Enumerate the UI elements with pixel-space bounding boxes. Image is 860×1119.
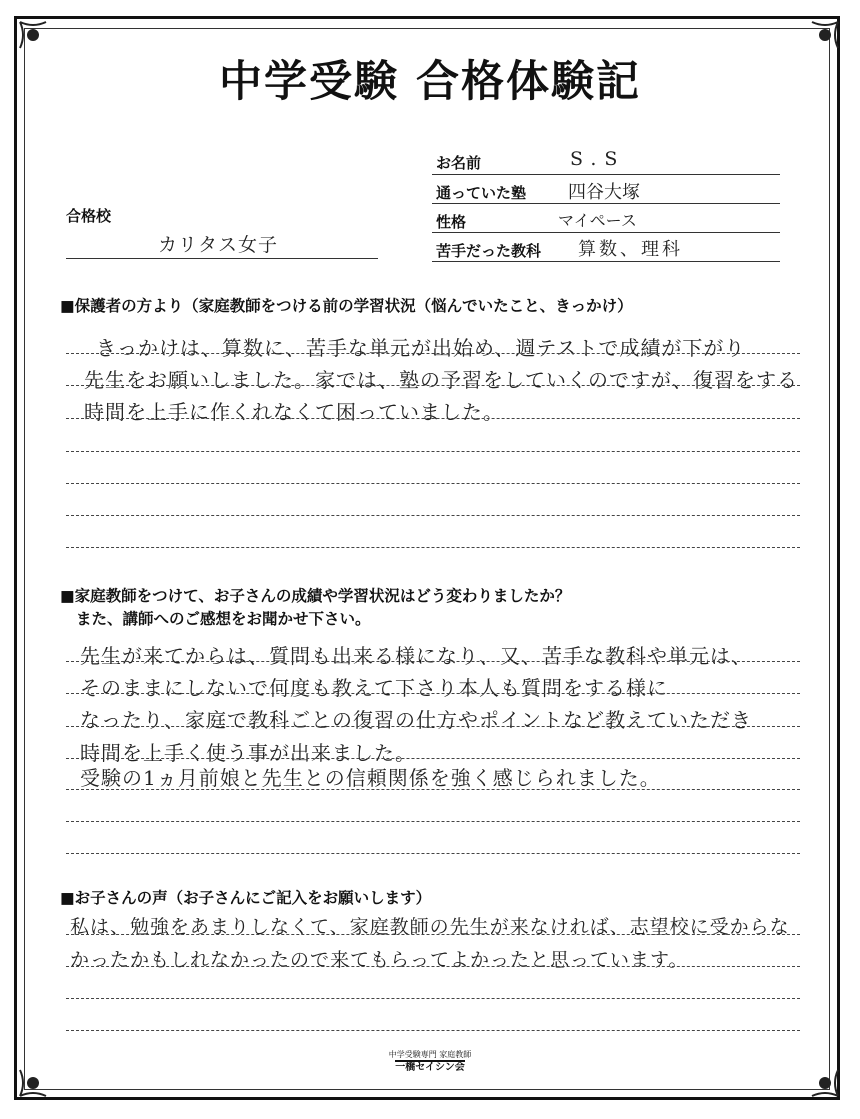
ruled-line <box>66 353 800 354</box>
ruled-line <box>66 547 800 548</box>
section1-line: きっかけは、算数に、苦手な単元が出始め、週テストで成績が下がり <box>96 336 746 360</box>
section2-subheading: また、講師へのご感想をお聞かせ下さい。 <box>76 610 371 628</box>
corner-ornament-icon <box>808 18 842 52</box>
ruled-line <box>66 515 800 516</box>
ruled-line <box>66 451 800 452</box>
ruled-line <box>66 726 800 727</box>
ruled-line <box>66 853 800 854</box>
ruled-line <box>66 418 800 419</box>
ruled-line <box>66 385 800 386</box>
footer-brand: 一橋セイシン会 <box>395 1062 465 1073</box>
juku-underline <box>432 203 780 204</box>
corner-ornament-icon <box>16 18 50 52</box>
ruled-line <box>66 1030 800 1031</box>
name-label: お名前 <box>436 154 482 172</box>
school-label: 合格校 <box>66 207 112 225</box>
section1-line: 先生をお願いしました。家では、塾の予習をしていくのですが、復習をする <box>84 368 798 392</box>
section2-line: そのままにしないで何度も教えて下さり本人も質問をする様に <box>80 676 668 700</box>
corner-ornament-icon <box>16 1066 50 1100</box>
personality-underline <box>432 232 780 233</box>
name-underline <box>432 174 780 175</box>
section2-line: 先生が来てからは、質問も出来る様になり、又、苦手な教科や単元は、 <box>80 644 752 668</box>
ruled-line <box>66 758 800 759</box>
weak-subject-value: 算数、理科 <box>578 239 683 260</box>
ruled-line <box>66 998 800 999</box>
section1-line: 時間を上手に作くれなくて困っていました。 <box>84 400 504 424</box>
section2-line: 時間を上手く使う事が出来ました。 <box>80 741 416 765</box>
weak-subject-underline <box>432 261 780 262</box>
ruled-line <box>66 661 800 662</box>
weak-subject-label: 苦手だった教科 <box>436 242 542 260</box>
personality-label: 性格 <box>436 213 467 231</box>
school-underline <box>66 258 378 259</box>
ruled-line <box>66 934 800 935</box>
personality-value: マイペース <box>558 211 637 230</box>
section3-line: かったかもしれなかったので来てもらってよかったと思っています。 <box>70 949 689 971</box>
page-title: 中学受験 合格体験記 <box>219 57 641 107</box>
juku-value: 四谷大塚 <box>568 182 640 203</box>
section2-heading: ■家庭教師をつけて、お子さんの成績や学習状況はどう変わりましたか？ <box>60 587 571 605</box>
ruled-line <box>66 966 800 967</box>
school-value: カリタス女子 <box>158 234 279 256</box>
footer-tagline: 中学受験専門 家庭教師 <box>388 1050 472 1059</box>
ruled-line <box>66 483 800 484</box>
section3-heading: ■お子さんの声（お子さんにご記入をお願いします） <box>60 889 432 907</box>
footer-logo <box>380 1050 480 1073</box>
section2-line: 受験の1ヵ月前娘と先生との信頼関係を強く感じられました。 <box>80 766 661 790</box>
ruled-line <box>66 821 800 822</box>
ruled-line <box>66 693 800 694</box>
ruled-line <box>66 789 800 790</box>
corner-ornament-icon <box>808 1066 842 1100</box>
name-value: S.S <box>570 148 626 170</box>
section1-heading: ■保護者の方より（家庭教師をつける前の学習状況（悩んでいたこと、きっかけ） <box>60 297 633 315</box>
section3-line: 私は、勉強をあまりしなくて、家庭教師の先生が来なければ、志望校に受からな <box>70 916 790 938</box>
juku-label: 通っていた塾 <box>436 184 527 202</box>
section2-line: なったり、家庭で教科ごとの復習の仕方やポイントなど教えていただき <box>80 708 752 732</box>
